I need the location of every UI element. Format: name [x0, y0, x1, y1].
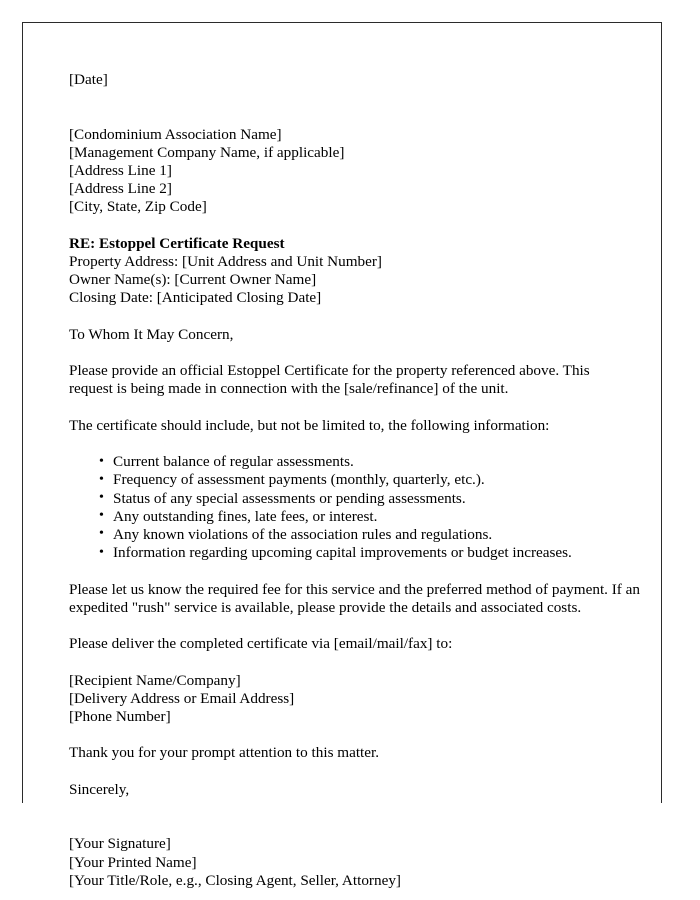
spacer: [69, 435, 657, 453]
spacer: [69, 562, 657, 580]
recipient-line: [Address Line 2]: [69, 180, 172, 198]
subject-detail-line: Owner Name(s): [Current Owner Name]: [69, 271, 317, 289]
signature-block: [69, 835, 657, 890]
paragraph-delivery: Please deliver the completed certificate via [email/mail/fax] to:: [69, 635, 453, 653]
list-item: • Any known violations of the association rules and regulations.: [69, 526, 657, 544]
spacer: [69, 653, 657, 671]
date-line: [Date]: [69, 71, 108, 88]
spacer: [69, 763, 657, 781]
spacer: [69, 799, 657, 817]
subject-detail-line: Closing Date: [Anticipated Closing Date]: [69, 289, 322, 307]
paragraph-thanks: Thank you for your prompt attention to this matter.: [69, 744, 380, 762]
signature-line: [Your Printed Name]: [69, 853, 197, 871]
delivery-address-block: [69, 672, 657, 727]
closing-line: Sincerely,: [69, 780, 130, 798]
letter-content: [69, 71, 657, 890]
paragraph-fee: Please let us know the required fee for this service and the preferred method of payment. If an expedited "rush" service is available, please provide the details and associated costs.: [69, 580, 640, 616]
recipient-address-block: [69, 126, 657, 217]
signature-line: [Your Title/Role, e.g., Closing Agent, Seller, Attorney]: [69, 871, 401, 889]
recipient-line: [Address Line 1]: [69, 161, 172, 179]
spacer: [69, 89, 657, 107]
list-item: • Status of any special assessments or pending assessments.: [69, 490, 657, 508]
spacer: [69, 107, 657, 125]
date-block: [69, 71, 657, 89]
recipient-line: [City, State, Zip Code]: [69, 198, 207, 216]
salutation-block: [69, 326, 657, 344]
list-item: • Any outstanding fines, late fees, or interest.: [69, 508, 657, 526]
paragraph-request: Please provide an official Estoppel Certificate for the property referenced above. This request is being made in connection with the [sale/refinance] of the unit.: [69, 362, 590, 398]
spacer: [69, 399, 657, 417]
spacer: [69, 217, 657, 235]
subject-detail-line: Property Address: [Unit Address and Unit Number]: [69, 252, 382, 270]
salutation-line: To Whom It May Concern,: [69, 325, 234, 343]
spacer: [69, 726, 657, 744]
subject-block: [69, 235, 657, 308]
list-item: • Frequency of assessment payments (monthly, quarterly, etc.).: [69, 471, 657, 489]
subject-heading: RE: Estoppel Certificate Request: [69, 234, 285, 252]
spacer: [69, 817, 657, 835]
spacer: [69, 308, 657, 326]
recipient-line: [Condominium Association Name]: [69, 125, 282, 143]
spacer: [69, 344, 657, 362]
paragraph-list-intro: The certificate should include, but not be limited to, the following information:: [69, 416, 550, 434]
certificate-requirements-list: [69, 453, 657, 562]
delivery-line: [Delivery Address or Email Address]: [69, 689, 295, 707]
recipient-line: [Management Company Name, if applicable]: [69, 143, 345, 161]
signature-line: [Your Signature]: [69, 835, 171, 853]
delivery-line: [Recipient Name/Company]: [69, 671, 241, 689]
closing-block: [69, 781, 657, 799]
list-item: • Information regarding upcoming capital improvements or budget increases.: [69, 544, 657, 562]
document-page: [22, 22, 662, 889]
delivery-line: [Phone Number]: [69, 707, 171, 725]
spacer: [69, 617, 657, 635]
list-item: • Current balance of regular assessments.: [69, 453, 657, 471]
